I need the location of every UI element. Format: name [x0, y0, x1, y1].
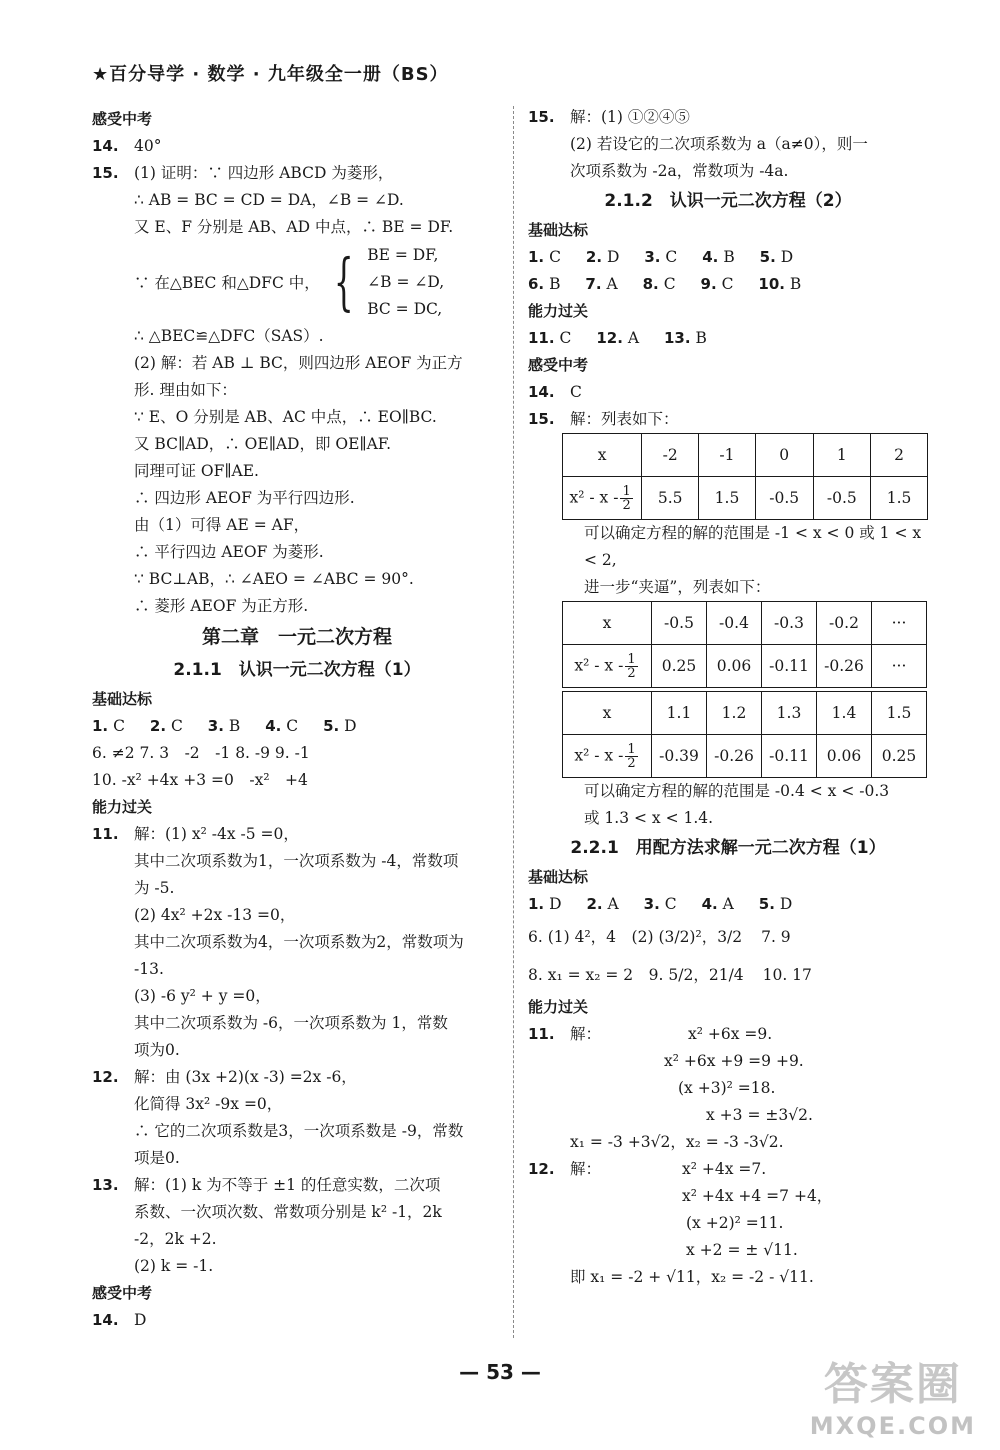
answer-line: 即 x₁ = -2 + √11，x₂ = -2 - √11.	[570, 1268, 814, 1286]
column-divider	[513, 106, 515, 1338]
watermark-logo: 答案圈	[823, 1359, 962, 1410]
answer-text: 解：由 (3x +2)(x -3) =2x -6，	[134, 1068, 357, 1086]
question-number: 12.	[92, 1068, 119, 1086]
answer-text: A	[606, 275, 618, 293]
function-label	[563, 645, 652, 688]
table-cell: ···	[872, 645, 927, 688]
answer-line: -13.	[134, 960, 164, 978]
answer-line: (3) -6 y² + y =0，	[134, 987, 271, 1005]
table-row	[563, 692, 927, 735]
question-number: 1.	[528, 248, 545, 266]
question-number: 11.	[528, 1025, 555, 1043]
table-cell: -0.2	[817, 602, 872, 645]
answer-text: A	[722, 895, 734, 913]
table-cell: 1.5	[871, 477, 928, 520]
function-text: x² - x -	[574, 746, 624, 764]
table-cell: -0.4	[707, 602, 762, 645]
numerator: 1	[622, 483, 631, 499]
answer-line: 或 1.3 < x < 1.4.	[584, 809, 714, 827]
answer-line: 项是0.	[134, 1149, 180, 1167]
question-number: 3.	[644, 248, 661, 266]
answer-text: C	[549, 248, 561, 266]
answer-line: 又 BC∥AD，∴ OE∥AD，即 OE∥AF.	[134, 435, 392, 453]
question-number: 5.	[323, 717, 340, 735]
value-table-3	[562, 691, 927, 778]
question-number: 2.	[586, 895, 603, 913]
watermark-url: MXQE.COM	[809, 1412, 976, 1440]
answer-item	[643, 271, 676, 298]
function-label	[563, 735, 652, 778]
answer-item	[150, 713, 183, 740]
answer-item	[528, 891, 562, 918]
table-cell: 1.5	[699, 477, 756, 520]
answer-text: B	[695, 329, 707, 347]
answer-text: 解：(1) ①②④⑤	[570, 108, 690, 126]
answer-text: C	[570, 383, 582, 401]
right-column	[528, 104, 928, 1291]
function-text: x² - x -	[574, 656, 624, 674]
answer-item	[208, 713, 240, 740]
section-title: 2.1.2 认识一元二次方程（2）	[604, 191, 852, 211]
answer-line: 为 -5.	[134, 879, 175, 897]
question-number: 1.	[92, 717, 109, 735]
section-heading: 感受中考	[92, 110, 153, 128]
table-cell: 1.4	[817, 692, 872, 735]
answer-text: A	[627, 329, 640, 347]
answer-text: B	[723, 248, 735, 266]
answer-line	[528, 104, 928, 131]
section-title: 2.2.1 用配方法求解一元二次方程（1）	[570, 838, 886, 858]
question-number: 4.	[265, 717, 282, 735]
table-cell: 0.25	[872, 735, 927, 778]
answer-text: C	[170, 717, 183, 735]
answer-line: 项为0.	[134, 1041, 180, 1059]
question-number: 15.	[528, 410, 555, 428]
answer-line: (2) 解：若 AB ⊥ BC，则四边形 AEOF 为正方	[134, 354, 463, 372]
answer-line	[528, 379, 928, 406]
question-number: 14.	[528, 383, 555, 401]
equation-step: x² +4x =7.	[682, 1160, 767, 1178]
equation-step: (x +3)² =18.	[678, 1079, 776, 1097]
table-cell: 2	[871, 434, 928, 477]
answer-item	[585, 271, 617, 298]
function-label	[563, 477, 642, 520]
answer-line: 其中二次项系数为1，一次项系数为 -4，常数项	[134, 852, 459, 870]
answer-line: 可以确定方程的解的范围是 -1 < x < 0 或 1 < x	[584, 524, 922, 542]
answer-item	[664, 325, 707, 352]
question-number: 9.	[700, 275, 717, 293]
answer-line: ∴ △BEC≌△DFC（SAS）.	[134, 327, 324, 345]
system-line: BE = DF,	[367, 245, 439, 264]
equation-step: x² +6x +9 =9 +9.	[664, 1052, 804, 1070]
answer-text: B	[228, 717, 241, 735]
answer-text: D	[549, 895, 562, 913]
table-row	[563, 434, 928, 477]
answer-text: 解：	[570, 1025, 602, 1043]
numerator: 1	[627, 651, 636, 667]
answer-row	[92, 713, 502, 740]
question-number: 12.	[528, 1160, 555, 1178]
table-row	[563, 735, 927, 778]
watermark	[810, 1348, 976, 1440]
fraction	[625, 653, 637, 680]
answer-item	[528, 244, 561, 271]
answer-text: 解：	[570, 1160, 602, 1178]
answer-text: C	[113, 717, 125, 735]
answer-text: A	[607, 895, 619, 913]
answer-line: x₁ = -3 +3√2，x₂ = -3 -3√2.	[570, 1133, 784, 1151]
answer-text: (1) 证明：∵ 四边形 ABCD 为菱形，	[134, 164, 394, 182]
answer-text: C	[559, 329, 572, 347]
system-line: BC = DC,	[367, 299, 443, 318]
table-cell: -0.5	[813, 477, 871, 520]
answer-line: ∵ E、O 分别是 AB、AC 中点，∴ EO∥BC.	[134, 408, 437, 426]
answer-line: < 2,	[584, 551, 617, 569]
denominator: 2	[627, 665, 636, 681]
answer-line: 其中二次项系数为4，一次项系数为2，常数项为	[134, 933, 464, 951]
answer-text: D	[606, 248, 620, 266]
question-number: 11.	[92, 825, 119, 843]
answer-row: 10. -x² +4x +3 =0 -x² +4	[92, 771, 308, 789]
section-heading: 基础达标	[528, 868, 589, 886]
equation-step: x² +4x +4 =7 +4，	[682, 1187, 833, 1205]
function-text: x² - x -	[569, 488, 619, 506]
section-heading: 能力过关	[528, 998, 589, 1016]
answer-text: C	[286, 717, 299, 735]
question-number: 8.	[642, 275, 659, 293]
answer-item	[760, 244, 794, 271]
answer-text: B	[789, 275, 802, 293]
answer-line: ∴ 平行四边 AEOF 为菱形.	[134, 543, 324, 561]
system-intro: ∵ 在△BEC 和△DFC 中，	[134, 274, 320, 292]
fraction	[620, 485, 632, 512]
question-number: 2.	[585, 248, 603, 266]
answer-line: ∵ BC⊥AB，∴ ∠AEO = ∠ABC = 90°.	[134, 570, 414, 588]
question-number: 3.	[207, 717, 224, 735]
table-cell: 0	[755, 434, 813, 477]
table-cell: -2	[642, 434, 699, 477]
answer-line: ∴ 它的二次项系数是3，一次项系数是 -9，常数	[134, 1122, 464, 1140]
answer-text: C	[721, 275, 734, 293]
answer-row	[528, 244, 928, 271]
numerator: 1	[627, 741, 636, 757]
equation-system	[92, 241, 502, 323]
answer-line	[528, 1102, 928, 1129]
system-line: ∠B = ∠D,	[367, 272, 445, 291]
section-heading: 能力过关	[92, 798, 153, 816]
answer-line: 同理可证 OF∥AE.	[134, 462, 259, 480]
table-cell: 0.06	[707, 645, 762, 688]
denominator: 2	[622, 497, 631, 513]
answer-line: (2) 若设它的二次项系数为 a（a≠0），则一	[570, 135, 868, 153]
table-cell: 5.5	[642, 477, 699, 520]
answer-item	[92, 713, 125, 740]
answer-line	[528, 1075, 928, 1102]
answer-row: 6. ≠2 7. 3 -2 -1 8. -9 9. -1	[92, 744, 310, 762]
answer-line	[92, 821, 502, 848]
answer-item	[528, 325, 571, 352]
value-table-1	[562, 433, 928, 520]
table-cell: 0.06	[817, 735, 872, 778]
answer-text: D	[780, 248, 794, 266]
question-number: 12.	[596, 329, 623, 347]
section-heading: 感受中考	[528, 356, 589, 374]
answer-line: 形. 理由如下：	[134, 381, 237, 399]
section-heading: 感受中考	[92, 1284, 153, 1302]
answer-text: 7. 9	[761, 928, 791, 946]
equation-step: x² +6x =9.	[688, 1025, 773, 1043]
answer-line: ∴ AB = BC = CD = DA，∠B = ∠D.	[134, 191, 404, 209]
table-cell: -0.3	[762, 602, 817, 645]
table-cell: x	[563, 602, 652, 645]
question-number: 3.	[643, 895, 660, 913]
answer-item	[265, 713, 298, 740]
question-number: 11.	[528, 329, 555, 347]
answer-line	[92, 1307, 502, 1334]
table-cell: 0.25	[652, 645, 707, 688]
answer-line: -2，2k +2.	[134, 1230, 217, 1248]
table-cell: 1.3	[762, 692, 817, 735]
answer-text: 8. x₁ = x₂ = 2 9.	[528, 966, 664, 984]
answer-line: ∴ 四边形 AEOF 为平行四边形.	[134, 489, 355, 507]
question-number: 6.	[528, 275, 545, 293]
question-number: 5.	[759, 248, 776, 266]
answer-line	[528, 1156, 928, 1183]
answer-text: 解：(1) k 为不等于 ±1 的任意实数，二次项	[134, 1176, 441, 1194]
answer-row	[528, 918, 928, 956]
question-number: 10.	[758, 275, 785, 293]
answer-line: 次项系数为 -2a，常数项为 -4a.	[570, 162, 789, 180]
question-number: 1.	[528, 895, 545, 913]
answer-item	[586, 244, 620, 271]
equation-step: (x +2)² =11.	[686, 1214, 784, 1232]
answer-row	[528, 956, 928, 994]
answer-item	[759, 891, 793, 918]
answer-line: (2) k = -1.	[134, 1257, 214, 1275]
answer-line: 系数、一次项次数、常数项分别是 k² -1，2k	[134, 1203, 442, 1221]
answer-text: C	[663, 275, 676, 293]
answer-line: (2) 4x² +2x -13 =0，	[134, 906, 296, 924]
table-cell: -0.11	[762, 645, 817, 688]
table-cell: 1.1	[652, 692, 707, 735]
answer-text: 40°	[134, 137, 162, 155]
table-cell: -0.5	[755, 477, 813, 520]
table-cell: -0.26	[707, 735, 762, 778]
answer-line	[92, 133, 502, 160]
answer-line: 化简得 3x² -9x =0，	[134, 1095, 283, 1113]
system-lines	[367, 242, 444, 323]
answer-line	[92, 160, 502, 187]
table-cell: 1.5	[872, 692, 927, 735]
answer-text: B	[549, 275, 561, 293]
page-number: — 53 —	[459, 1360, 541, 1384]
answer-item	[644, 244, 677, 271]
answer-line: 由（1）可得 AE = AF，	[134, 516, 310, 534]
table-cell: ···	[872, 602, 927, 645]
answer-item	[644, 891, 677, 918]
section-heading: 能力过关	[528, 302, 589, 320]
answer-text: C	[664, 895, 677, 913]
table-row	[563, 477, 928, 520]
answer-text: 解：列表如下：	[570, 410, 679, 428]
answer-line	[528, 1048, 928, 1075]
fraction	[625, 743, 637, 770]
table-row	[563, 602, 927, 645]
question-number: 4.	[702, 248, 719, 266]
table-cell: -0.39	[652, 735, 707, 778]
answer-text: 6. (1) 4²，4 (2)	[528, 928, 654, 946]
equation-step: x +2 = ± √11.	[686, 1241, 798, 1259]
answer-line	[528, 1210, 928, 1237]
answer-text: D	[134, 1311, 147, 1329]
question-number: 15.	[92, 164, 119, 182]
answer-row	[528, 891, 928, 918]
answer-text: D	[344, 717, 357, 735]
answer-line	[528, 1183, 928, 1210]
answer-item	[586, 891, 618, 918]
question-number: 15.	[528, 108, 555, 126]
section-heading: 基础达标	[528, 221, 589, 239]
answer-text: 5/2，21/4	[668, 966, 744, 984]
answer-item	[701, 271, 734, 298]
answer-line	[528, 406, 928, 433]
table-cell: -0.26	[817, 645, 872, 688]
question-number: 2.	[149, 717, 167, 735]
answer-item	[323, 713, 357, 740]
answer-row	[528, 271, 928, 298]
question-number: 4.	[701, 895, 718, 913]
denominator: 2	[627, 755, 636, 771]
answer-text: D	[779, 895, 793, 913]
section-heading: 基础达标	[92, 690, 153, 708]
answer-line	[528, 1237, 928, 1264]
question-number: 7.	[585, 275, 602, 293]
answer-line	[92, 1064, 502, 1091]
answer-line: 又 E、F 分别是 AB、AD 中点，∴ BE = DF.	[134, 218, 454, 236]
answer-line: 可以确定方程的解的范围是 -0.4 < x < -0.3	[584, 782, 890, 800]
question-number: 13.	[92, 1176, 119, 1194]
table-cell: x	[563, 434, 642, 477]
table-cell: 1	[813, 434, 871, 477]
answer-row	[528, 325, 928, 352]
page-header-title: ★百分导学 · 数学 · 九年级全一册（BS）	[92, 64, 449, 85]
answer-item	[596, 325, 639, 352]
question-number: 13.	[663, 329, 691, 347]
question-number: 14.	[92, 1311, 119, 1329]
question-number: 5.	[758, 895, 775, 913]
value-table-2	[562, 601, 927, 688]
table-cell: -0.5	[652, 602, 707, 645]
answer-item	[528, 271, 560, 298]
brace-icon: {	[333, 245, 354, 318]
table-cell: 1.2	[707, 692, 762, 735]
answer-item	[758, 271, 801, 298]
answer-line: 其中二次项系数为 -6，一次项系数为 1，常数	[134, 1014, 448, 1032]
answer-line: ∴ 菱形 AEOF 为正方形.	[134, 597, 309, 615]
answer-text: 解：(1) x² -4x -5 =0，	[134, 825, 299, 843]
equation-step: x +3 = ±3√2.	[706, 1106, 813, 1124]
question-number: 14.	[92, 137, 119, 155]
answer-text: 10. 17	[762, 966, 812, 984]
table-cell: -0.11	[762, 735, 817, 778]
left-column	[92, 106, 502, 1334]
table-cell: -1	[699, 434, 756, 477]
answer-text: (3/2)²，3/2	[658, 928, 743, 946]
section-title: 2.1.1 认识一元二次方程（1）	[173, 660, 421, 680]
answer-line: 进一步“夹逼”，列表如下：	[584, 578, 771, 596]
answer-item	[702, 244, 734, 271]
answer-line	[528, 1021, 928, 1048]
answer-text: C	[665, 248, 678, 266]
answer-item	[702, 891, 734, 918]
table-row	[563, 645, 927, 688]
chapter-title: 第二章 一元二次方程	[201, 626, 392, 648]
table-cell: x	[563, 692, 652, 735]
answer-line	[92, 1172, 502, 1199]
